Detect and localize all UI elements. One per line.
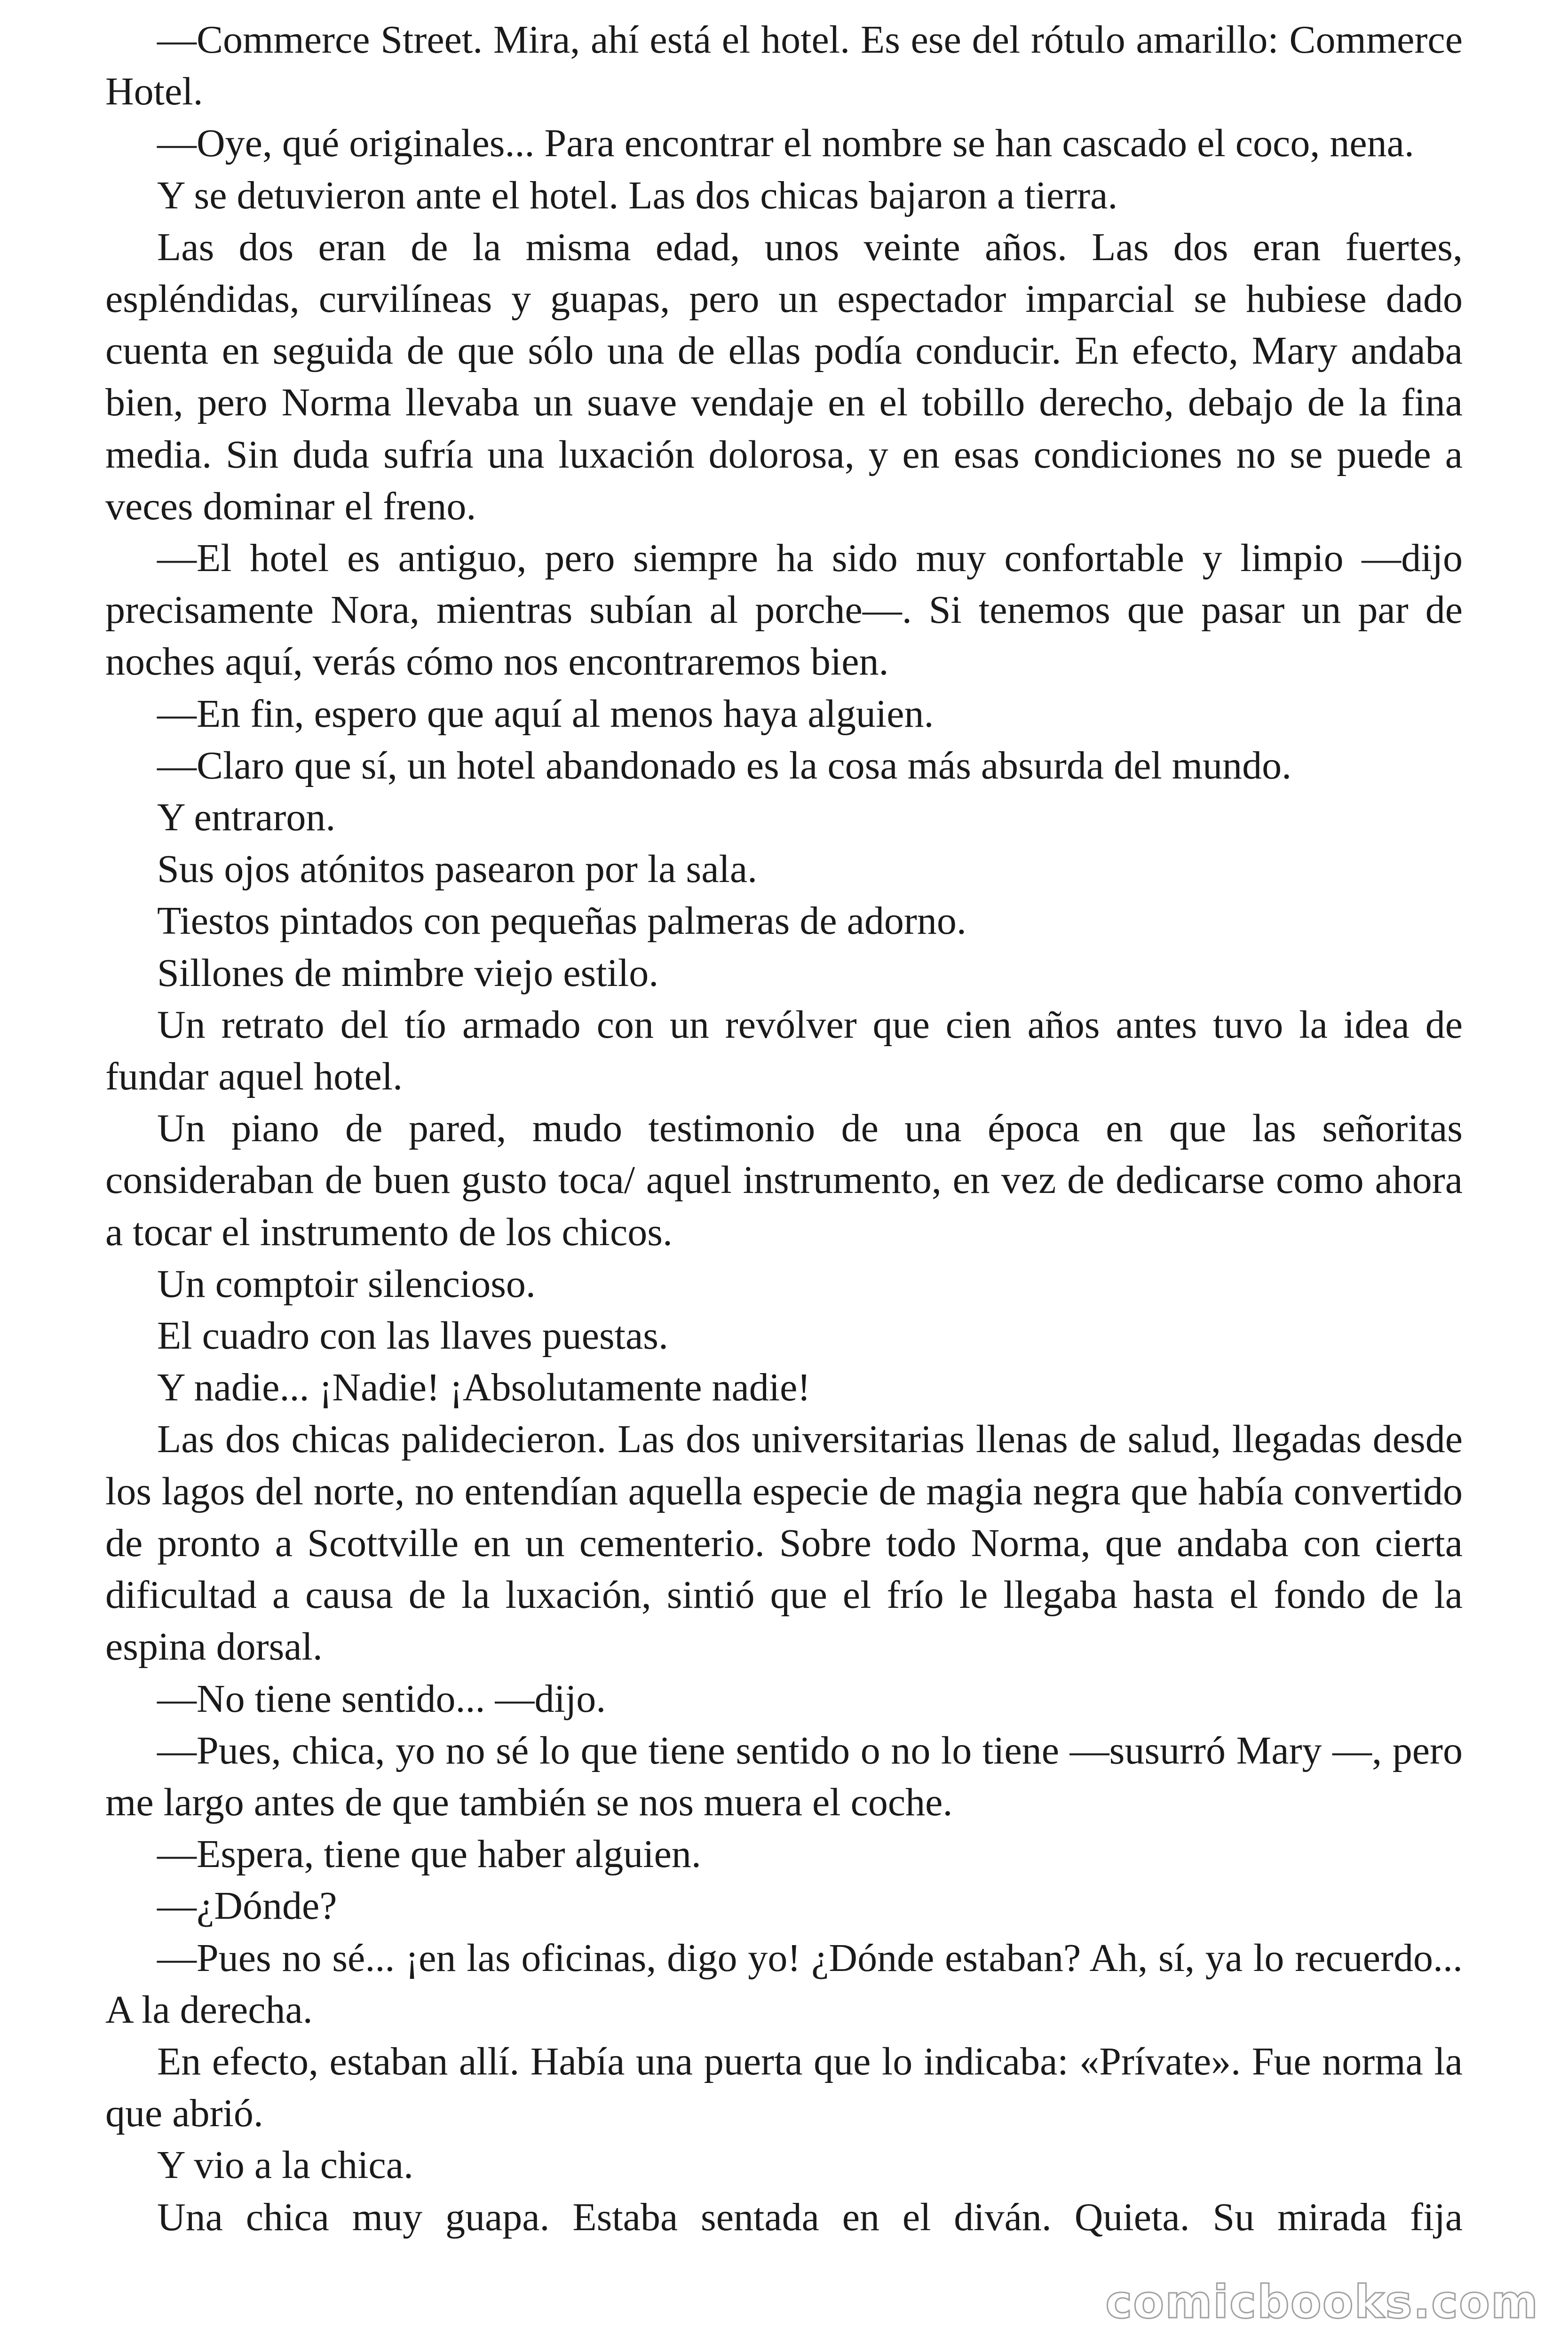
paragraph: Una chica muy guapa. Estaba sentada en el diván. Quieta. Su mirada fija bbox=[157, 2195, 1463, 2239]
paragraph: —Commerce Street. Mira, ahí está el hotel. Es ese del rótulo amarillo: Commerce Hotel. bbox=[105, 18, 1463, 114]
paragraph: Las dos eran de la misma edad, unos veinte años. Las dos eran fuertes, espléndidas, curvilíneas y guapas, pero un espectador imparcial se hubiese dado cuenta en seguida de que sólo una de ellas podía conducir. En efecto, Mary andaba bien, pero Norma llevaba un suave vendaje en el tobillo derecho, debajo de la fina media. Sin duda sufría una luxación dolorosa, y en esas condiciones no se puede a veces dominar el freno. bbox=[105, 225, 1463, 528]
paragraph: —¿Dónde? bbox=[157, 1884, 337, 1928]
paragraph: —Pues no sé... ¡en las oficinas, digo yo! ¿Dónde estaban? Ah, sí, ya lo recuerdo... A la derecha. bbox=[105, 1936, 1463, 2032]
paragraph: —Espera, tiene que haber alguien. bbox=[157, 1832, 701, 1876]
paragraph: Un piano de pared, mudo testimonio de una época en que las señoritas consideraban de buen gusto toca/ aquel instrumento, en vez de dedicarse como ahora a tocar el instrumento de los chicos. bbox=[105, 1106, 1463, 1254]
paragraph: —Claro que sí, un hotel abandonado es la cosa más absurda del mundo. bbox=[157, 743, 1292, 787]
watermark: comicbooks.com bbox=[1105, 2276, 1539, 2328]
paragraph: Y entraron. bbox=[157, 795, 336, 840]
paragraph: —En fin, espero que aquí al menos haya alguien. bbox=[157, 691, 934, 736]
paragraph: —El hotel es antiguo, pero siempre ha sido muy confortable y limpio —dijo precisamente Nora, mientras subían al porche—. Si tenemos que pasar un par de noches aquí, verás cómo nos encontraremos bien. bbox=[105, 536, 1463, 684]
paragraph: Tiestos pintados con pequeñas palmeras de adorno. bbox=[157, 899, 966, 943]
paragraph: Un retrato del tío armado con un revólver que cien años antes tuvo la idea de fundar aquel hotel. bbox=[105, 1002, 1463, 1099]
paragraph: Sus ojos atónitos pasearon por la sala. bbox=[157, 847, 758, 891]
paragraph: El cuadro con las llaves puestas. bbox=[157, 1314, 668, 1358]
paragraph: Un comptoir silencioso. bbox=[157, 1262, 536, 1306]
paragraph: Y se detuvieron ante el hotel. Las dos chicas bajaron a tierra. bbox=[157, 173, 1118, 217]
paragraph: Sillones de mimbre viejo estilo. bbox=[157, 951, 659, 995]
paragraph: Las dos chicas palidecieron. Las dos universitarias llenas de salud, llegadas desde los lagos del norte, no entendían aquella especie de magia negra que había convertido de pronto a Scottville en un cementerio. Sobre todo Norma, que andaba con cierta dificultad a causa de la luxación, sintió que el frío le llegaba hasta el fondo de la espina dorsal. bbox=[105, 1417, 1463, 1669]
paragraph: Y vio a la chica. bbox=[157, 2143, 413, 2187]
paragraph: —No tiene sentido... —dijo. bbox=[157, 1677, 606, 1721]
paragraph: En efecto, estaban allí. Había una puerta que lo indicaba: «Prívate». Fue norma la que abrió. bbox=[105, 2039, 1463, 2136]
paragraph: —Oye, qué originales... Para encontrar el nombre se han cascado el coco, nena. bbox=[157, 121, 1414, 166]
paragraph: Y nadie... ¡Nadie! ¡Absolutamente nadie! bbox=[157, 1366, 811, 1410]
book-page bbox=[105, 14, 1463, 2243]
paragraph: —Pues, chica, yo no sé lo que tiene sentido o no lo tiene —susurró Mary —, pero me largo antes de que también se nos muera el coche. bbox=[105, 1728, 1463, 1824]
